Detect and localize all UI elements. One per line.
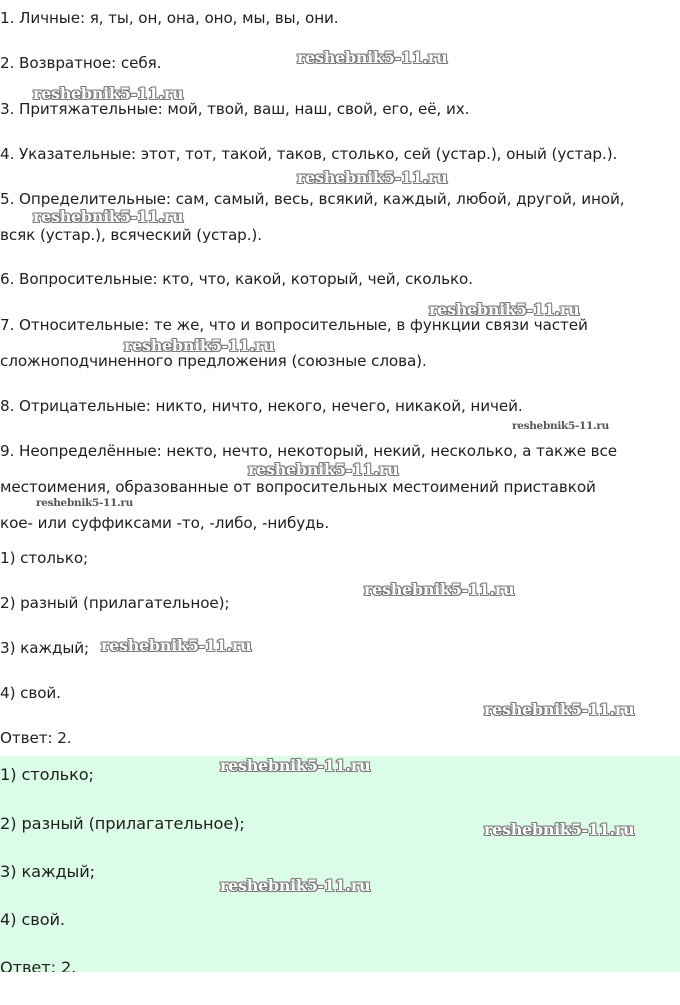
answer-box [0,756,680,972]
option-1: 1) столько; [0,549,89,567]
class-indefinite-cont: местоимения, образованные от вопросительных местоимений приставкой [0,478,596,496]
option-2: 2) разный (прилагательное); [0,594,230,612]
class-indefinite-cont2: кое- или суффиксами -то, -либо, -нибудь. [0,514,330,532]
class-negative: 8. Отрицательные: никто, ничто, некого, нечего, никакой, ничей. [0,397,523,415]
class-interrogative: 6. Вопросительные: кто, что, какой, который, чей, сколько. [0,270,473,288]
class-reflexive: 2. Возвратное: себя. [0,54,162,72]
watermark: reshebnik5-11.ru [124,336,275,355]
watermark: reshebnik5-11.ru [33,84,184,103]
watermark: reshebnik5-11.ru [429,300,580,319]
class-possessive: 3. Притяжательные: мой, твой, ваш, наш, свой, его, её, их. [0,100,470,118]
answer-box-answer: Ответ: 2. [0,958,77,972]
watermark: reshebnik5-11.ru [220,756,371,775]
watermark: reshebnik5-11.ru [364,580,515,599]
answer-box-option-2: 2) разный (прилагательное); [0,814,245,833]
class-relative: 7. Относительные: те же, что и вопросительные, в функции связи частей [0,316,588,334]
watermark: reshebnik5-11.ru [484,700,635,719]
class-determinative: 5. Определительные: сам, самый, весь, всякий, каждый, любой, другой, иной, [0,190,625,208]
answer-box-option-4: 4) свой. [0,910,65,929]
answer-box-option-1: 1) столько; [0,765,94,784]
watermark: reshebnik5-11.ru [297,48,448,67]
class-demonstrative: 4. Указательные: этот, тот, такой, таков, столько, сей (устар.), оный (устар.). [0,145,618,163]
option-4: 4) свой. [0,684,61,702]
watermark: reshebnik5-11.ru [101,636,252,655]
watermark: reshebnik5-11.ru [484,820,635,839]
class-indefinite: 9. Неопределённые: некто, нечто, некоторый, некий, несколько, а также все [0,442,618,460]
answer-box-option-3: 3) каждый; [0,862,95,881]
watermark: reshebnik5-11.ru [297,168,448,187]
watermark: reshebnik5-11.ru [512,420,609,432]
class-relative-cont: сложноподчиненного предложения (союзные слова). [0,352,427,370]
watermark: reshebnik5-11.ru [220,876,371,895]
option-3: 3) каждый; [0,639,90,657]
watermark: reshebnik5-11.ru [33,207,184,226]
watermark: reshebnik5-11.ru [36,497,133,509]
class-determinative-cont: всяк (устар.), всяческий (устар.). [0,226,262,244]
class-personal: 1. Личные: я, ты, он, она, оно, мы, вы, они. [0,9,339,27]
watermark: reshebnik5-11.ru [248,460,399,479]
answer-text: Ответ: 2. [0,729,72,747]
